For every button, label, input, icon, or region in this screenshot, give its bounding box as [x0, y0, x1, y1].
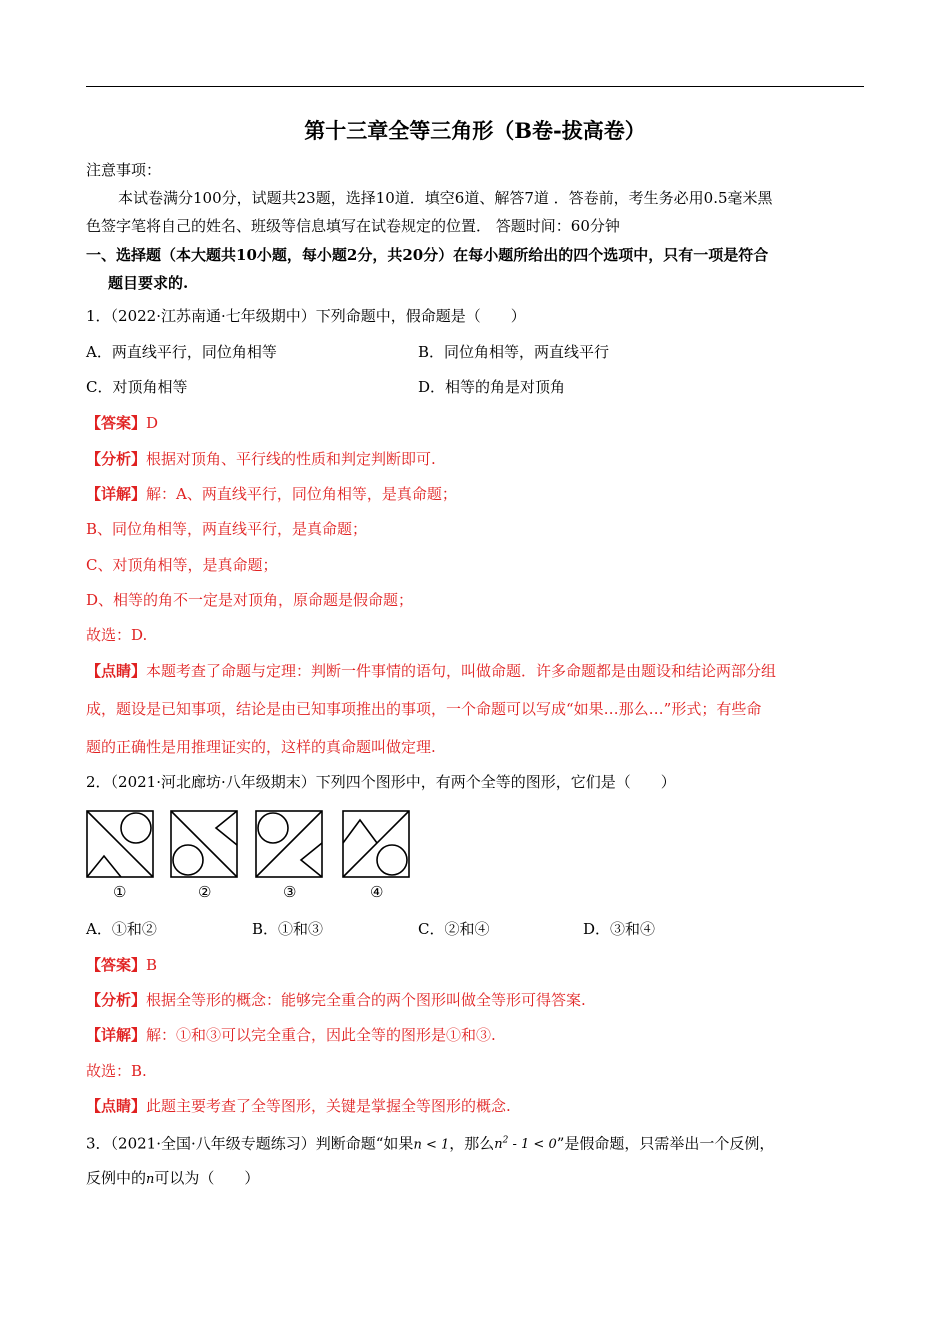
q2-figure-1 — [86, 810, 156, 880]
q2-figure-3 — [255, 810, 325, 880]
top-rule — [86, 86, 864, 87]
q3-variable: n — [146, 1172, 155, 1187]
q1-option-b: B．同位角相等，两直线平行 — [418, 343, 610, 361]
q1-detail-b: B、同位角相等，两直线平行，是真命题； — [86, 520, 368, 538]
notice-line-2: 色签字笔将自己的姓名、班级等信息填写在试卷规定的位置． 答题时间：60分钟 — [86, 217, 620, 235]
q1-detail-d: D、相等的角不一定是对顶角，原命题是假命题； — [86, 591, 414, 609]
q2-figure-label-1: ① — [113, 883, 127, 901]
q1-comment-line-1: 【点睛】本题考查了命题与定理：判断一件事情的语句，叫做命题．许多命题都是由题设和结论两部分组 — [86, 662, 777, 680]
q2-answer: 【答案】B — [86, 956, 158, 974]
q2-figure-4 — [342, 810, 412, 880]
q2-figure-2 — [170, 810, 240, 880]
q1-stem: 1．（2022·江苏南通·七年级期中）下列命题中，假命题是（ ） — [86, 307, 526, 325]
section-heading-line-1: 一、选择题（本大题共10小题，每小题2分，共20分）在每小题所给出的四个选项中，只有一项是符合 — [86, 246, 769, 264]
q1-comment-line-3: 题的正确性是用推理证实的，这样的真命题叫做定理. — [86, 738, 436, 756]
q1-analysis: 【分析】根据对顶角、平行线的性质和判定判断即可. — [86, 450, 436, 468]
q2-option-d: D．③和④ — [583, 920, 656, 938]
section-heading-line-2: 题目要求的. — [108, 274, 189, 292]
q2-figure-label-3: ③ — [283, 883, 297, 901]
notice-heading: 注意事项： — [86, 161, 162, 179]
q3-stem-line-2: 反例中的n可以为（ ） — [86, 1169, 260, 1187]
q3-condition: n < 1 — [413, 1137, 450, 1153]
q3-stem-line-1: 3．（2021·全国·八年级专题练习）判断命题“如果n < 1，那么$n^2 - 1 < 0$”是假命题，只需举出一个反例， — [86, 1134, 775, 1153]
q1-detail: 【详解】解：A、两直线平行，同位角相等，是真命题； — [86, 485, 457, 503]
q2-option-a: A．①和② — [86, 920, 157, 938]
q2-comment: 【点睛】此题主要考查了全等图形，关键是掌握全等图形的概念. — [86, 1097, 511, 1115]
q1-choose: 故选：D. — [86, 626, 148, 644]
q2-figure-label-2: ② — [198, 883, 212, 901]
page-title: 第十三章全等三角形（B卷-拔高卷） — [304, 118, 646, 143]
q1-option-d: D．相等的角是对顶角 — [418, 378, 566, 396]
q1-answer: 【答案】D — [86, 414, 159, 432]
q3-expression: $n^2 - 1 < 0$ — [494, 1136, 557, 1153]
q2-option-c: C．②和④ — [418, 920, 490, 938]
q2-figure-label-4: ④ — [370, 883, 384, 901]
q2-detail: 【详解】解：①和③可以完全重合，因此全等的图形是①和③. — [86, 1026, 496, 1044]
q1-comment-line-2: 成，题设是已知事项，结论是由已知事项推出的事项，一个命题可以写成“如果…那么…”形式；有些命 — [86, 700, 762, 718]
q1-detail-c: C、对顶角相等，是真命题； — [86, 556, 278, 574]
notice-line-1: 本试卷满分100分，试题共23题，选择10道．填空6道、解答7道 ．答卷前，考生务必用0.5毫米黑 — [118, 189, 773, 207]
q2-analysis: 【分析】根据全等形的概念：能够完全重合的两个图形叫做全等形可得答案. — [86, 991, 586, 1009]
q2-choose: 故选：B. — [86, 1062, 147, 1080]
q1-option-a: A．两直线平行，同位角相等 — [86, 343, 277, 361]
q2-stem: 2．（2021·河北廊坊·八年级期末）下列四个图形中，有两个全等的图形，它们是（ ） — [86, 773, 676, 791]
q2-option-b: B．①和③ — [252, 920, 324, 938]
q1-option-c: C．对顶角相等 — [86, 378, 188, 396]
